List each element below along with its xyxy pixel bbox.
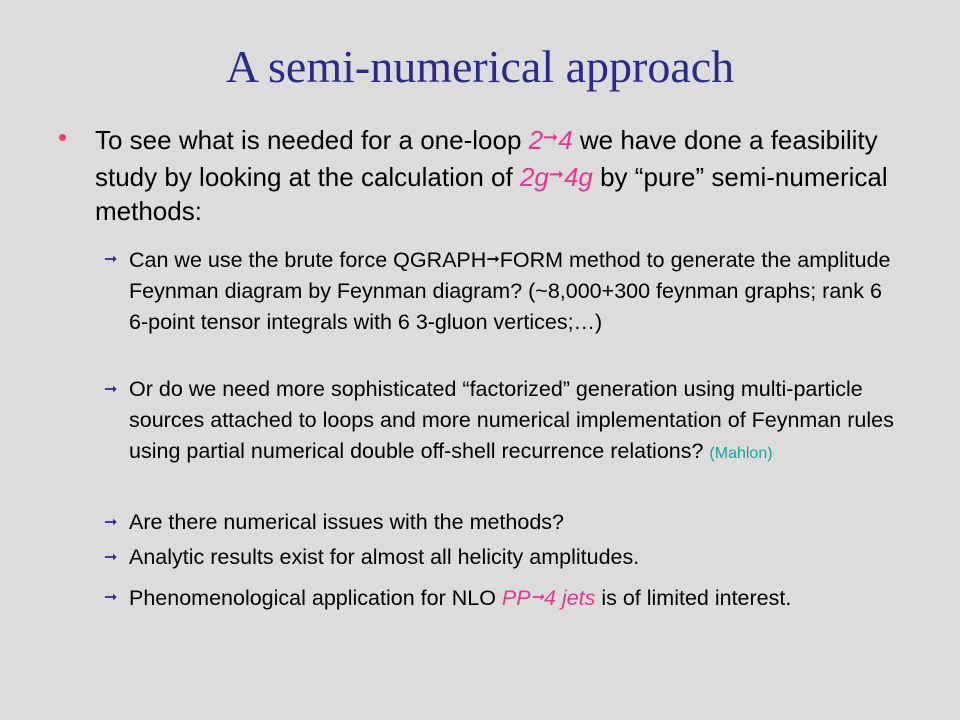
- pp-to-4-jets: [502, 586, 595, 610]
- sub-bullet-5-text: [129, 582, 904, 614]
- sub-5-part-b: is of limited interest.: [595, 586, 792, 610]
- jets-label: 4 jets: [543, 586, 596, 610]
- sub-bullet-2-text: [129, 374, 904, 469]
- process-4g: 4g: [563, 162, 593, 192]
- sub-bullet-3-text: Are there numerical issues with the methods?: [129, 510, 564, 534]
- arrow-bullet-icon: ➞: [104, 514, 118, 531]
- mahlon-reference: (Mahlon): [709, 445, 773, 462]
- sub-bullet-5: [104, 582, 904, 614]
- sub-bullet-3: [104, 507, 904, 538]
- sub-1-part-a: Can we use the brute force QGRAPH: [129, 248, 487, 272]
- right-arrow-icon: ➞: [548, 164, 564, 184]
- main-bullet: [58, 120, 908, 228]
- arrow-bullet-icon: ➞: [104, 381, 118, 398]
- process-from: 2: [528, 125, 544, 155]
- process-2g-to-4g: [520, 162, 593, 192]
- slide-title: A semi-numerical approach: [225, 41, 735, 92]
- arrow-bullet-icon: ➞: [104, 589, 118, 606]
- sub-1-part-b: FORM method to generate the amplitude Feynman diagram by Feynman diagram? (~8,000+300 feynman graphs; rank 6 6-point tensor integrals with 6 3-gluon vertices;…): [129, 248, 891, 334]
- process-2g: 2g: [519, 162, 549, 192]
- process-to: 4: [558, 125, 573, 155]
- sub-bullet-4: [104, 542, 904, 573]
- sub-5-part-a: Phenomenological application for NLO: [129, 586, 502, 610]
- arrow-bullet-icon: ➞: [104, 549, 118, 566]
- right-arrow-icon: ➞: [530, 589, 544, 606]
- sub-bullet-1-text: [129, 244, 904, 338]
- pp-label: PP: [501, 586, 531, 610]
- main-text-part-2: we have done a feasibility study by looking at the calculation of: [95, 125, 878, 192]
- sub-2-text: Or do we need more sophisticated “factorized” generation using multi-particle sources attached to loops and more numerical implementation of Feynman rules using partial numerical double off-shell recurrence relations?: [129, 377, 894, 463]
- bullet-dot-icon: •: [58, 122, 68, 152]
- sub-bullet-2: [104, 374, 904, 469]
- sub-bullet-4-text: Analytic results exist for almost all helicity amplitudes.: [129, 545, 640, 569]
- main-bullet-text: [95, 120, 908, 228]
- main-text-part-3: by “pure” semi-numerical methods:: [95, 162, 888, 226]
- sub-bullet-1: [104, 244, 904, 338]
- process-2-to-4: [529, 125, 573, 155]
- right-arrow-icon: ➞: [543, 127, 559, 147]
- arrow-bullet-icon: ➞: [104, 251, 118, 268]
- main-text-part-1: To see what is needed for a one-loop: [95, 125, 529, 155]
- right-arrow-icon: ➞: [486, 251, 500, 268]
